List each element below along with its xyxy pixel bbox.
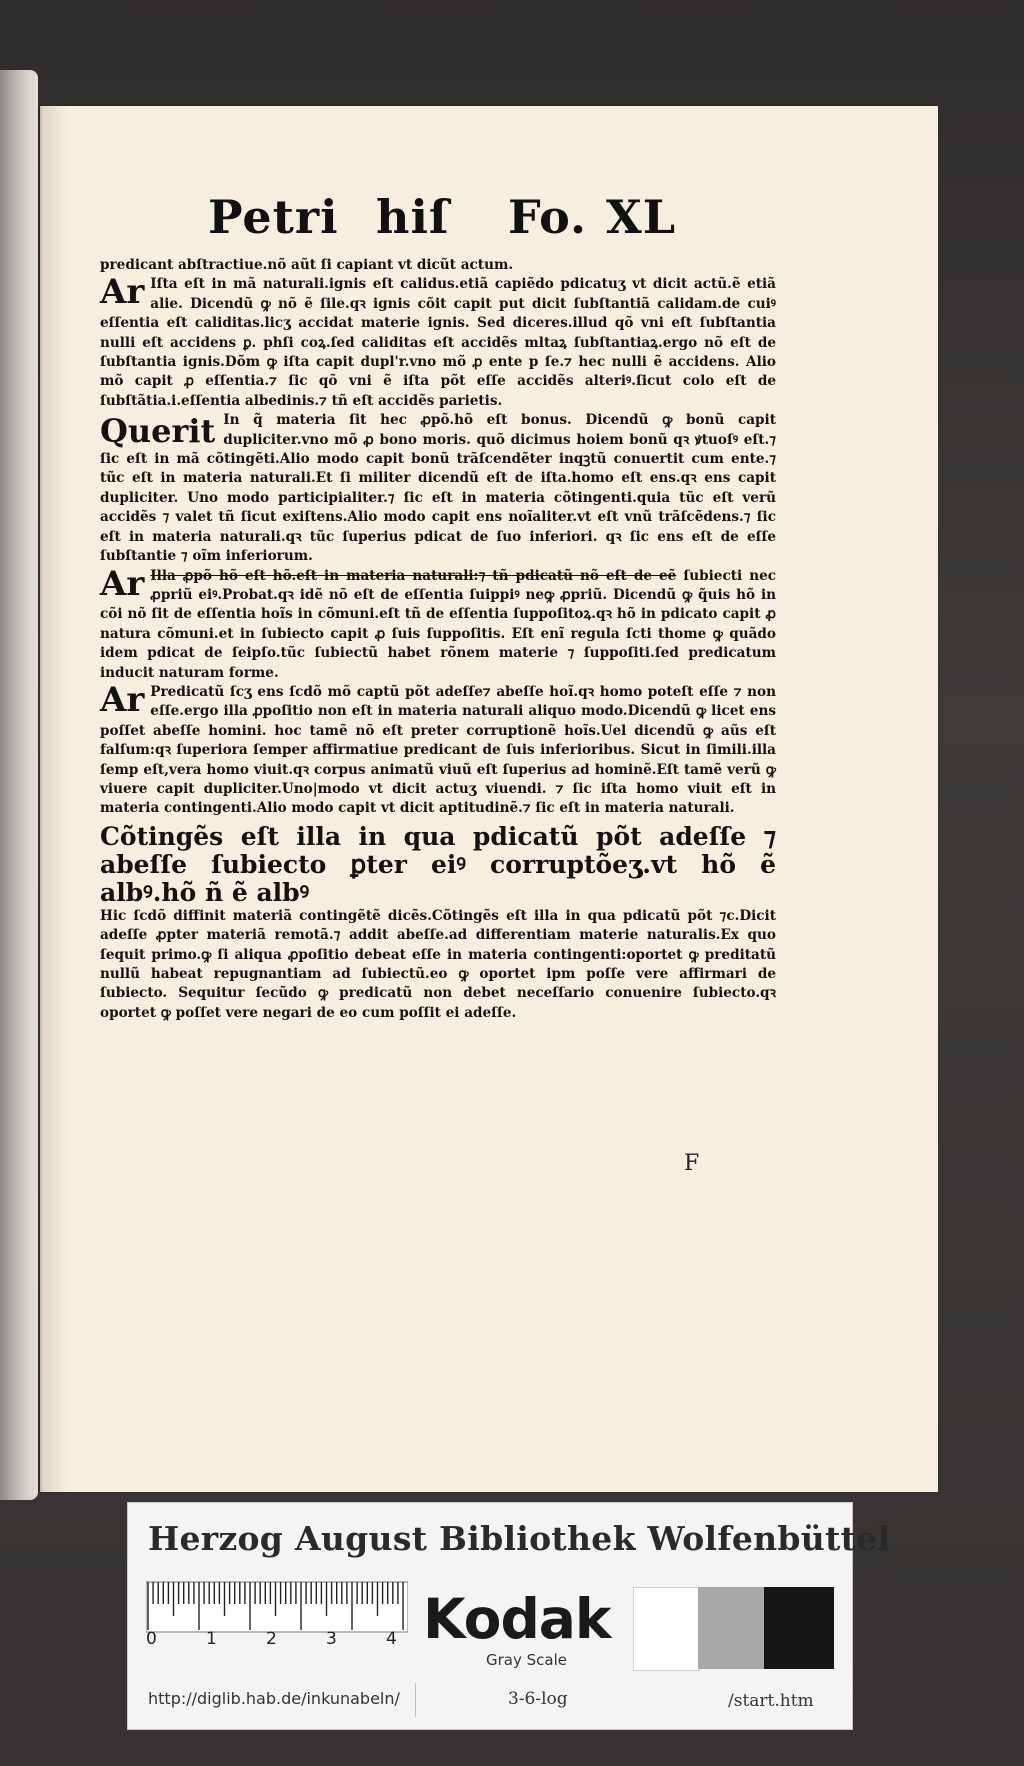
header-fo: Fo. (508, 190, 588, 244)
paragraph-7: Hic ſcdõ diffinit materiã contingẽtẽ dicẽs.Cõtingẽs eſt illa in qua pdicatũ põt ⁊c.Dicit adeſſe ꝓpter materiã remotã.⁊ addit abeſſe.ad differentiam materie naturalis.Ex quo ſequit primo.ꝙ ſi aliqua ꝓpoſitio debeat eſſe in materia contingenti:oportet ꝙ preditatũ nullũ habeat repugnantiam ad ſubiectũ.eo ꝙ oportet ipm poſſe vere affirmari de ſubiecto. Sequitur ſecũdo ꝙ predicatũ non debet neceſſario conuenire ſubiecto.qꝛ oportet ꝙ poſſet vere negari de eo cum poſſit ei adeſſe. (100, 907, 776, 1021)
paragraph-4 (100, 563, 777, 683)
gray-patch (698, 1587, 764, 1669)
adjacent-page-edge (0, 70, 38, 1500)
black-patch (764, 1587, 834, 1669)
paragraph-1: predicant abſtractiue.nõ aũt ſi capiant vt dicũt actum. (100, 257, 514, 273)
header-petri: Petri (208, 190, 339, 244)
running-header (208, 190, 748, 250)
gray-scale-label: Gray Scale (486, 1651, 567, 1669)
querit-heading: Querit (100, 412, 216, 451)
text-column (100, 256, 776, 1023)
signature-mark: F (684, 1151, 700, 1176)
ruler-number: 2 (266, 1629, 277, 1649)
ruler-number: 3 (326, 1629, 337, 1649)
paragraph-3 (100, 411, 776, 566)
struck-text: Illa ꝓpõ hõ eſt hõ.eſt in materia naturali:⁊ tñ pdicatũ nõ eſt de eẽ (150, 567, 677, 584)
book-page (40, 106, 938, 1492)
paragraph-marker: Ar (100, 563, 145, 604)
paragraph-5 (100, 679, 776, 819)
folio-number: XL (606, 190, 677, 244)
definition-heading: Cõtingẽs eſt illa in qua pdicatũ põt adeſſe ⁊ abeſſe ſubiecto ꝑter eiꝰ corruptõeʒ.vt hõ ẽ albꝰ.hõ ñ ẽ albꝰ (100, 821, 776, 907)
color-calibration-card (127, 1502, 891, 1730)
paragraph-text: Predicatũ ſcʒ ens ſcdõ mõ captũ põt adeſſe⁊ abeſſe hoĩ.qꝛ homo poteſt eſſe ⁊ non eſſe.ergo illa ꝓpoſitio non eſt in materia naturali aliquo modo.Dicendũ ꝙ licet ens poſſet abeſſe homini. hoc tamẽ nõ eſt preter corruptionẽ hoĩs.Uel dicendũ ꝙ aũs eſt falſum:qꝛ ſuperiora ſemper affirmatiue predicant de ſuis inferioribus. Sicut in ſimili.illa ſemp eſt,vera homo viuit.qꝛ corpus animatũ viuũ eſt ſuperius ad hominẽ.Eſt tamẽ verũ ꝙ viuere capit dupliciter.Uno|modo vt dicit actuʒ viuendi. ⁊ ſic iſta homo viuit eſt in materia contingenti.Alio modo capit vt dicit aptitudinẽ.⁊ ſic eſt in materia naturali. (100, 683, 776, 817)
source-url: http://diglib.hab.de/inkunabeln/ (148, 1689, 400, 1708)
ruler-number: 1 (206, 1629, 217, 1649)
shelf-code: 3-6-log (508, 1689, 568, 1709)
divider (415, 1683, 416, 1717)
paragraph-text: ſubiecti nec ꝓpriũ eiꝰ.Probat.qꝛ idẽ nõ eſt de eſſentia ſuippiꝰ neꝙ ꝓpriũ. Dicendũ ꝙ q̃uis hõ in cõi nõ ſit de eſſentia hoĩs in cõmuni.eſt tñ de eſſentia ſuppoſitoꝝ.qꝛ hõ in pdicato capit ꝓ natura cõmuni.et in ſubiecto capit ꝓ ſuis ſuppoſitis. Eſt enĩ regula ſcti thome ꝙ quãdo idem pdicat de ſeipſo.tũc ſubiectũ habet rõnem materie ⁊ ſuppoſiti.ſed predicatum inducit naturam forme. (100, 567, 777, 681)
paragraph-marker: Ar (100, 679, 145, 720)
ruler-number: 0 (146, 1629, 157, 1649)
library-title: Herzog August Bibliothek Wolfenbüttel (148, 1519, 891, 1558)
paragraph-text: Iſta eſt in mã naturali.ignis eſt calidus.etiã capiẽdo pdicatuʒ vt dicit actũ.ẽ etiã alie. Dicendũ ꝙ nõ ẽ ſile.qꝛ ignis cõit capit put dicit ſubſtantiã calidam.de cuiꝰ eſſentia eſt caliditas.licʒ accidat materie ignis. Sed diceres.illud qõ vni eſt ſubſtantia nulli eſt accidens ꝑ. phſi coꝝ.ſed caliditas eſt accidẽs mltaꝝ ſubſtantiaꝝ.ergo nõ eſt de ſubſtantia ignis.Dõm ꝙ iſta capit dupl'r.vno mõ ꝓ ente p ſe.⁊ hec nulli ẽ accidens. Alio mõ capit ꝓ eſſentia.⁊ ſic qõ vni ẽ iſta põt eſſe accidẽs alteriꝰ.ſicut colo eſt de ſubſtãtia.i.eſſentia albedinis.⁊ tñ eſt accidẽs parietis. (100, 276, 776, 409)
ruler-number: 4 (386, 1629, 397, 1649)
header-his: hiſ (376, 190, 450, 244)
paragraph-text: In q̃ materia ſit hec ꝓpõ.hõ eſt bonus. Dicendũ ꝙ bonũ capit dupliciter.vno mõ ꝓ bono moris. quõ dicimus hoiem bonũ qꝛ ꝟtuoſꝰ eſt.⁊ ſic eſt in mã cõtingẽti.Alio modo capit bonũ trãſcendẽter inqꝫtũ conuertit cum ente.⁊ tũc eſt in materia naturali.Et ſi militer dicendũ eſt de iſta.homo eſt ens.qꝛ ens capit dupliciter. Uno modo participialiter.⁊ ſic eſt in materia cõtingenti.quia tũc eſt verũ accidẽs ⁊ valet tñ ſicut exiſtens.Alio modo capit ens noĩaliter.vt eſt vnũ trãſcẽdens.⁊ ſic eſt in materia naturali.qꝛ tũc ſuperius pdicat de ſuo inferiori. qꝛ ſic ens eſt de eſſe ſubſtantie ⁊ oĩm inferiorum. (100, 412, 776, 565)
start-path: /start.htm (728, 1691, 814, 1711)
white-patch (633, 1587, 700, 1671)
ruler-labels (146, 1573, 408, 1647)
paragraph-2 (100, 272, 776, 411)
paragraph-marker: Ar (100, 272, 145, 313)
kodak-logo: Kodak (423, 1587, 611, 1651)
